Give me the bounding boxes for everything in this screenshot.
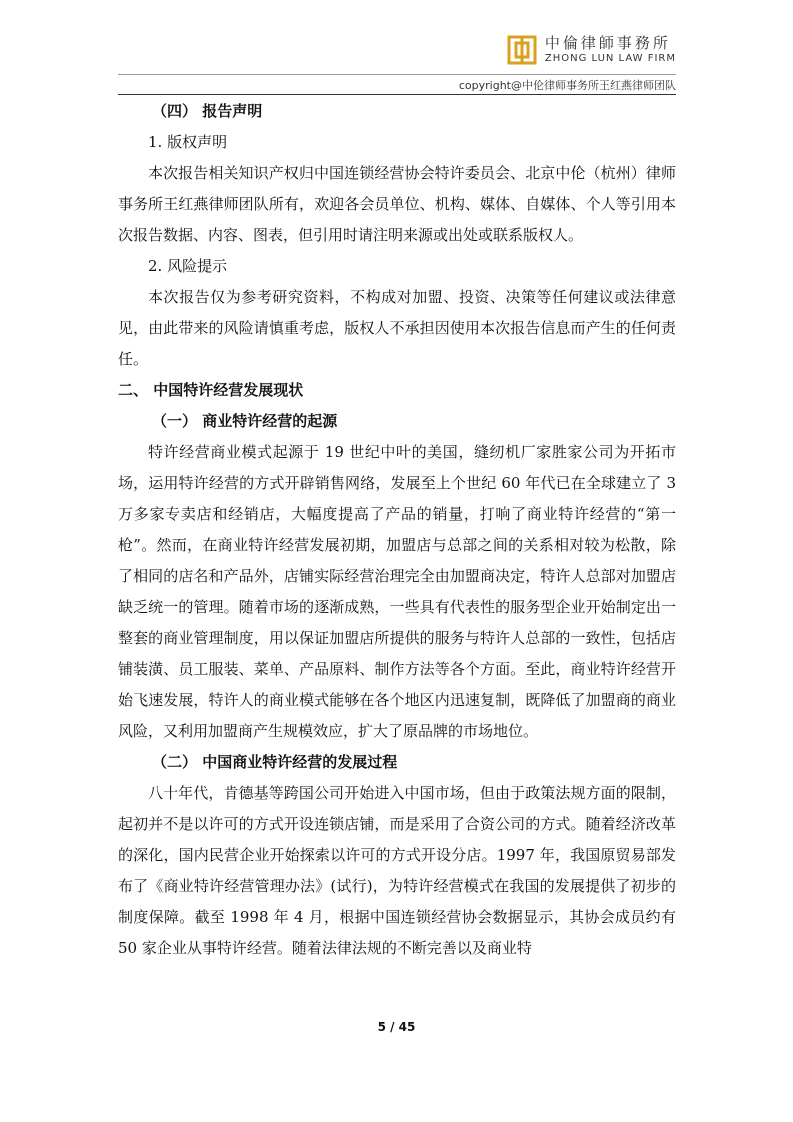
paragraph-risk: 本次报告仅为参考研究资料，不构成对加盟、投资、决策等任何建议或法律意见，由此带来的风险请慎重考虑，版权人不承担因使用本次报告信息而产生的任何责任。: [118, 288, 676, 368]
firm-name-en: ZHONG LUN LAW FIRM: [544, 53, 676, 64]
page-number: 5 / 45: [377, 1020, 416, 1034]
firm-name-cn: 中倫律師事務所: [544, 34, 671, 52]
paragraph-copyright: 本次报告相关知识产权归中国连锁经营协会特许委员会、北京中伦（杭州）律师事务所王红燕律师团队所有，欢迎各会员单位、机构、媒体、自媒体、个人等引用本次报告数据、内容、图表，但引用时请注明来源或出处或联系版权人。: [118, 164, 676, 244]
paragraph-development: 八十年代，肯德基等跨国公司开始进入中国市场，但由于政策法规方面的限制，起初并不是以许可的方式开设连锁店铺，而是采用了合资公司的方式。随着经济改革的深化，国内民营企业开始探索以许可的方式开设分店。1997 年，我国原贸易部发布了《商业特许经营管理办法》(试行)，为特许经营模式在我国的发展提供了初步的制度保障。截至 1998 年 4 月，根据中国连锁经营协会数据显示，其协会成员约有 50 家企业从事特许经营。随着法律法规的不断完善以及商业特: [118, 784, 676, 957]
copyright-notice: copyright@中伦律师事务所王红燕律师团队: [458, 79, 676, 92]
header-divider: [118, 74, 676, 75]
paragraph-origin: 特许经营商业模式起源于 19 世纪中叶的美国，缝纫机厂家胜家公司为开拓市场，运用特许经营的方式开辟销售网络，发展至上个世纪 60 年代已在全球建立了 3 万多家专卖店和经销店，大幅度提高了产品的销量，打响了商业特许经营的“第一枪”。然而，在商业特许经营发展初期，加盟店与总部之间的关系相对较为松散，除了相同的店名和产品外，店铺实际经营治理完全由加盟商决定，特许人总部对加盟店缺乏统一的管理。随着市场的逐渐成熟，一些具有代表性的服务型企业开始制定出一整套的商业管理制度，用以保证加盟店所提供的服务与特许人总部的一致性，包括店铺装潢、员工服装、菜单、产品原料、制作方法等各个方面。至此，商业特许经营开始飞速发展，特许人的商业模式能够在各个地区内迅速复制，既降低了加盟商的商业风险，又利用加盟商产生规模效应，扩大了原品牌的市场地位。: [118, 443, 676, 740]
header-divider-bottom: [118, 94, 676, 95]
item-heading-copyright: 1. 版权声明: [148, 133, 228, 151]
page-header: [118, 30, 676, 92]
chapter-heading: 二、 中国特许经营发展现状: [118, 381, 304, 399]
item-heading-risk: 2. 风险提示: [148, 257, 228, 275]
section-heading-report-statement: （四） 报告声明: [152, 102, 263, 120]
document-body: [118, 96, 676, 964]
section-heading-development: （二） 中国商业特许经营的发展过程: [152, 753, 398, 771]
firm-logo: [507, 30, 676, 70]
zhonglun-logo-icon: [507, 35, 537, 65]
section-heading-origin: （一） 商业特许经营的起源: [152, 412, 338, 430]
